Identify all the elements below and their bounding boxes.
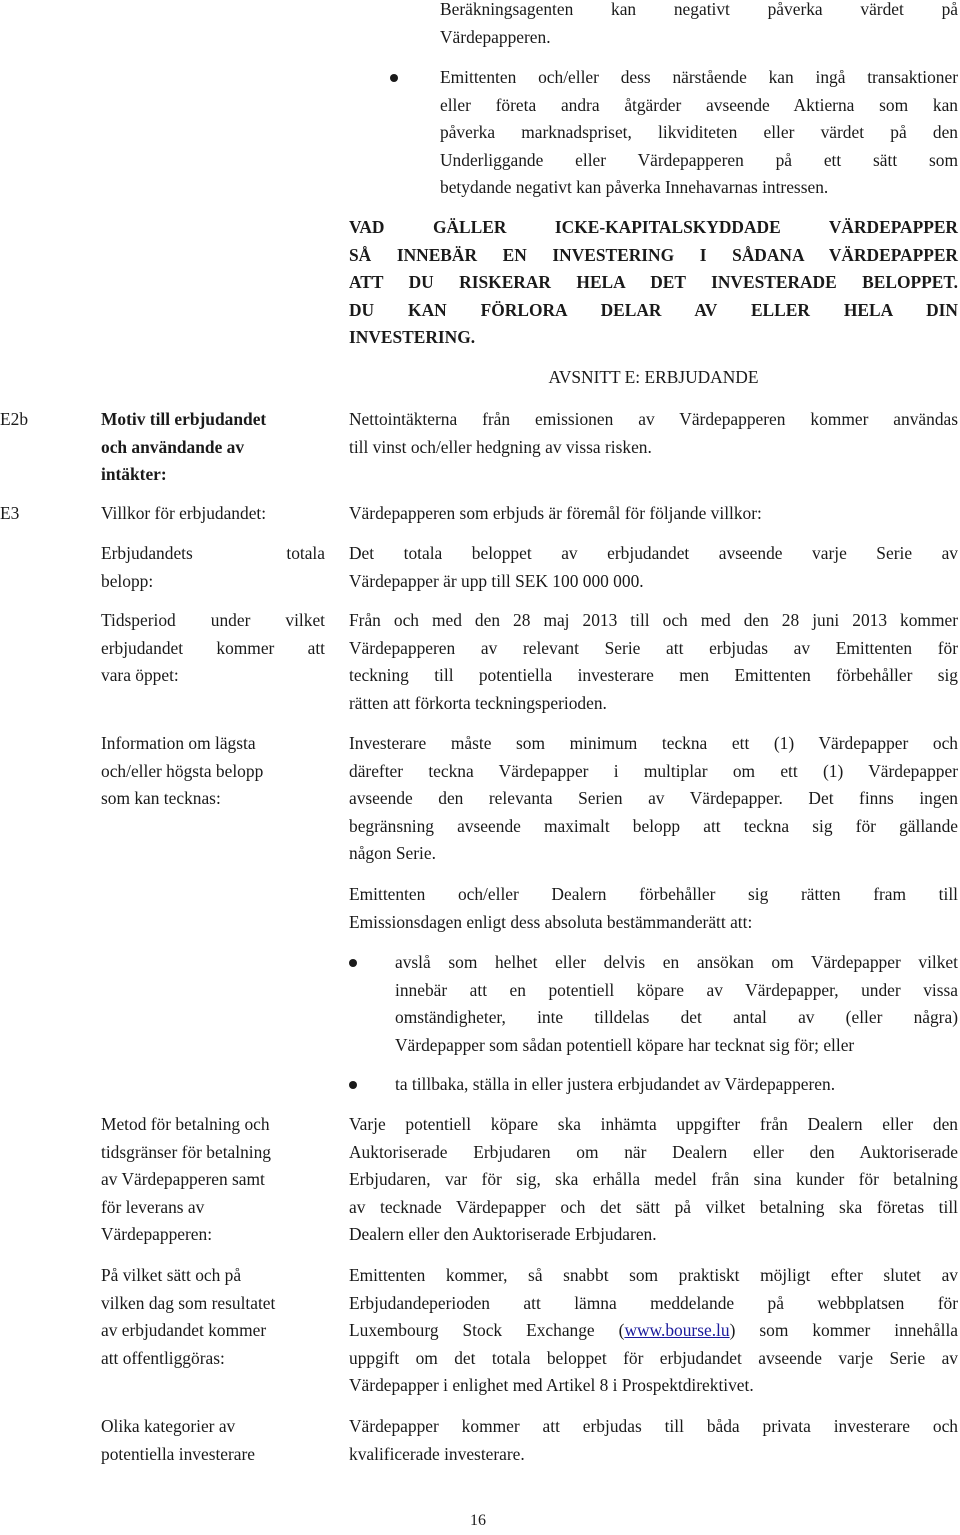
text-line: Auktoriserade Erbjudaren om när Dealern eller den Auktoriserade xyxy=(349,1141,958,1162)
text-line: rätten att förkorta teckningsperioden. xyxy=(349,692,607,713)
bullet-icon xyxy=(349,959,357,967)
bourse-link[interactable]: www.bourse.lu xyxy=(624,1320,730,1340)
text-line: tidsgränser för betalning xyxy=(101,1141,271,1162)
text-line: Investerare måste som minimum teckna ett (1) Värdepapper och xyxy=(349,733,958,753)
text-line: Information om lägsta xyxy=(101,733,256,753)
text-line: betydande negativt kan påverka Innehavarnas intressen. xyxy=(440,177,829,197)
text-line: Värdepapper som sådan potentiell köpare har tecknat sig för; eller xyxy=(395,1034,855,1055)
results-label xyxy=(101,1262,325,1372)
text-line xyxy=(349,1317,958,1345)
element-code-e2b: E2b xyxy=(0,409,29,429)
categories-label xyxy=(101,1413,325,1468)
text-line: Emissionsdagen enligt dess absoluta bestämmanderätt att: xyxy=(349,911,753,932)
amount-label xyxy=(101,540,325,595)
categories-text xyxy=(349,1413,958,1468)
text-line: Värdepapper i enlighet med Artikel 8 i Prospektdirektivet. xyxy=(349,1375,754,1395)
minmax-text xyxy=(349,730,958,868)
text-line: Metod för betalning och xyxy=(101,1114,270,1134)
text-line: att offentliggöras: xyxy=(101,1347,225,1368)
rights-bullet-item xyxy=(349,949,958,1059)
text-line: kvalificerade investerare. xyxy=(349,1443,525,1464)
text-line: På vilket sätt och på xyxy=(101,1265,242,1285)
period-text xyxy=(349,607,958,717)
minmax-label xyxy=(101,730,325,813)
rights-text xyxy=(349,881,958,936)
text-line: avseende den relevanta Serien av Värdepapper. Det finns ingen xyxy=(349,788,958,808)
element-code-e3: E3 xyxy=(0,503,20,523)
text-line: som kan tecknas: xyxy=(101,788,221,808)
text-line: ATT DU RISKERAR HELA DET INVESTERADE BELOPPET. xyxy=(349,272,958,292)
text-line: SÅ INNEBÄR EN INVESTERING I SÅDANA VÄRDEPAPPER xyxy=(349,244,958,265)
risk-bullet-item xyxy=(390,64,958,202)
text-line: Beräkningsagenten kan negativt påverka värdet på xyxy=(440,0,958,19)
text-line: erbjudandet kommer att xyxy=(101,637,325,658)
element-intro-e3: Värdepapperen som erbjuds är föremål för följande villkor: xyxy=(349,503,762,523)
text-line: av tecknade Värdepapper och det sätt på vilket betalning ska företas till xyxy=(349,1196,958,1217)
text-line: eller företa andra åtgärder avseende Aktierna som kan xyxy=(440,94,958,115)
text-line: omständigheter, inte tilldelas det antal av (eller några) xyxy=(395,1007,958,1027)
element-label-e3: Villkor för erbjudandet: xyxy=(101,503,267,523)
text-line: Dealern eller den Auktoriserade Erbjudaren. xyxy=(349,1224,657,1244)
bullet-text: ta tillbaka, ställa in eller justera erbjudandet av Värdepapperen. xyxy=(395,1074,836,1094)
text-line: Motiv till erbjudandet xyxy=(101,409,267,429)
bullet-icon xyxy=(390,74,398,82)
text-line: vara öppet: xyxy=(101,665,179,685)
text-line: Från och med den 28 maj 2013 till och med den 28 juni 2013 kommer xyxy=(349,610,958,630)
payment-label xyxy=(101,1111,325,1249)
text-line: Värdepapper kommer att erbjudas till båda privata investerare och xyxy=(349,1416,958,1436)
element-text-e2b xyxy=(349,406,958,461)
text-line: vilken dag som resultatet xyxy=(101,1292,276,1313)
text-line: till vinst och/eller hedgning av vissa risken. xyxy=(349,436,652,457)
text-line: och användande av xyxy=(101,436,245,457)
rights-bullet-item xyxy=(349,1071,958,1099)
text-line: INVESTERING. xyxy=(349,327,476,347)
period-label xyxy=(101,607,325,690)
text-line: och/eller högsta belopp xyxy=(101,760,264,781)
text-line: uppgift om det totala beloppet för erbjudandet avseende varje Serie av xyxy=(349,1347,958,1368)
text-line: påverka marknadspriset, likviditeten eller värdet på den xyxy=(440,122,958,142)
text-line: Erbjudandets totala xyxy=(101,543,325,563)
text-line: begränsning avseende maximalt belopp att teckna sig för gällande xyxy=(349,815,958,836)
bullet-text xyxy=(395,949,958,1059)
text-line: någon Serie. xyxy=(349,843,436,863)
payment-text xyxy=(349,1111,958,1249)
text-line: Tidsperiod under vilket xyxy=(101,610,325,630)
warning-block xyxy=(349,214,958,352)
text-line: Värdepapperen. xyxy=(440,26,551,47)
text-line: Det totala beloppet av erbjudandet avseende varje Serie av xyxy=(349,543,958,563)
text-line: belopp: xyxy=(101,570,154,591)
text-line: intäkter: xyxy=(101,464,167,484)
text-line: potentiella investerare xyxy=(101,1443,256,1464)
text-line: Nettointäkterna från emissionen av Värdepapperen kommer användas xyxy=(349,409,958,429)
element-label-e2b xyxy=(101,406,325,489)
text-line: Olika kategorier av xyxy=(101,1416,236,1436)
text-line: Erbjudandeperioden att lämna meddelande på webbplatsen för xyxy=(349,1292,958,1313)
text-fragment: Luxembourg Stock Exchange ( xyxy=(349,1320,625,1340)
text-line: Varje potentiell köpare ska inhämta uppgifter från Dealern eller den xyxy=(349,1114,958,1134)
results-text xyxy=(349,1262,958,1400)
bullet-text xyxy=(440,64,958,202)
text-line: VAD GÄLLER ICKE-KAPITALSKYDDADE VÄRDEPAPPER xyxy=(349,217,958,237)
text-line: Värdepapperen: xyxy=(101,1224,213,1244)
text-line: avslå som helhet eller delvis en ansökan om Värdepapper vilket xyxy=(395,952,958,972)
text-line: Emittenten och/eller dess närstående kan ingå transaktioner xyxy=(440,67,958,87)
text-line: Underliggande eller Värdepapperen på ett sätt som xyxy=(440,149,958,170)
amount-text xyxy=(349,540,958,595)
text-line: teckning till potentiella investerare men Emittenten förbehåller sig xyxy=(349,665,958,685)
text-line: för leverans av xyxy=(101,1196,205,1217)
text-line: DU KAN FÖRLORA DELAR AV ELLER HELA DIN xyxy=(349,299,958,320)
text-line: av erbjudandet kommer xyxy=(101,1320,267,1340)
bullet-icon xyxy=(349,1081,357,1089)
text-line: Emittenten kommer, så snabbt som praktiskt möjligt efter slutet av xyxy=(349,1265,958,1285)
text-line: av Värdepapperen samt xyxy=(101,1169,265,1189)
text-line: Värdepapper är upp till SEK 100 000 000. xyxy=(349,570,644,591)
text-line: därefter teckna Värdepapper i multiplar om ett (1) Värdepapper xyxy=(349,760,958,781)
risk-continuation xyxy=(440,0,958,51)
text-line: Erbjudaren, var för sig, ska erhålla medel från sina kunder för betalning xyxy=(349,1169,958,1189)
text-line: Emittenten och/eller Dealern förbehåller sig rätten fram till xyxy=(349,884,958,904)
text-line: innebär att en potentiell köpare av Värdepapper, under vissa xyxy=(395,979,958,1000)
text-line: Värdepapperen av relevant Serie att erbjudas av Emittenten för xyxy=(349,637,958,658)
text-fragment: ) som kommer innehålla xyxy=(729,1320,958,1340)
section-title: AVSNITT E: ERBJUDANDE xyxy=(548,367,759,387)
page-number: 16 xyxy=(470,1512,486,1529)
